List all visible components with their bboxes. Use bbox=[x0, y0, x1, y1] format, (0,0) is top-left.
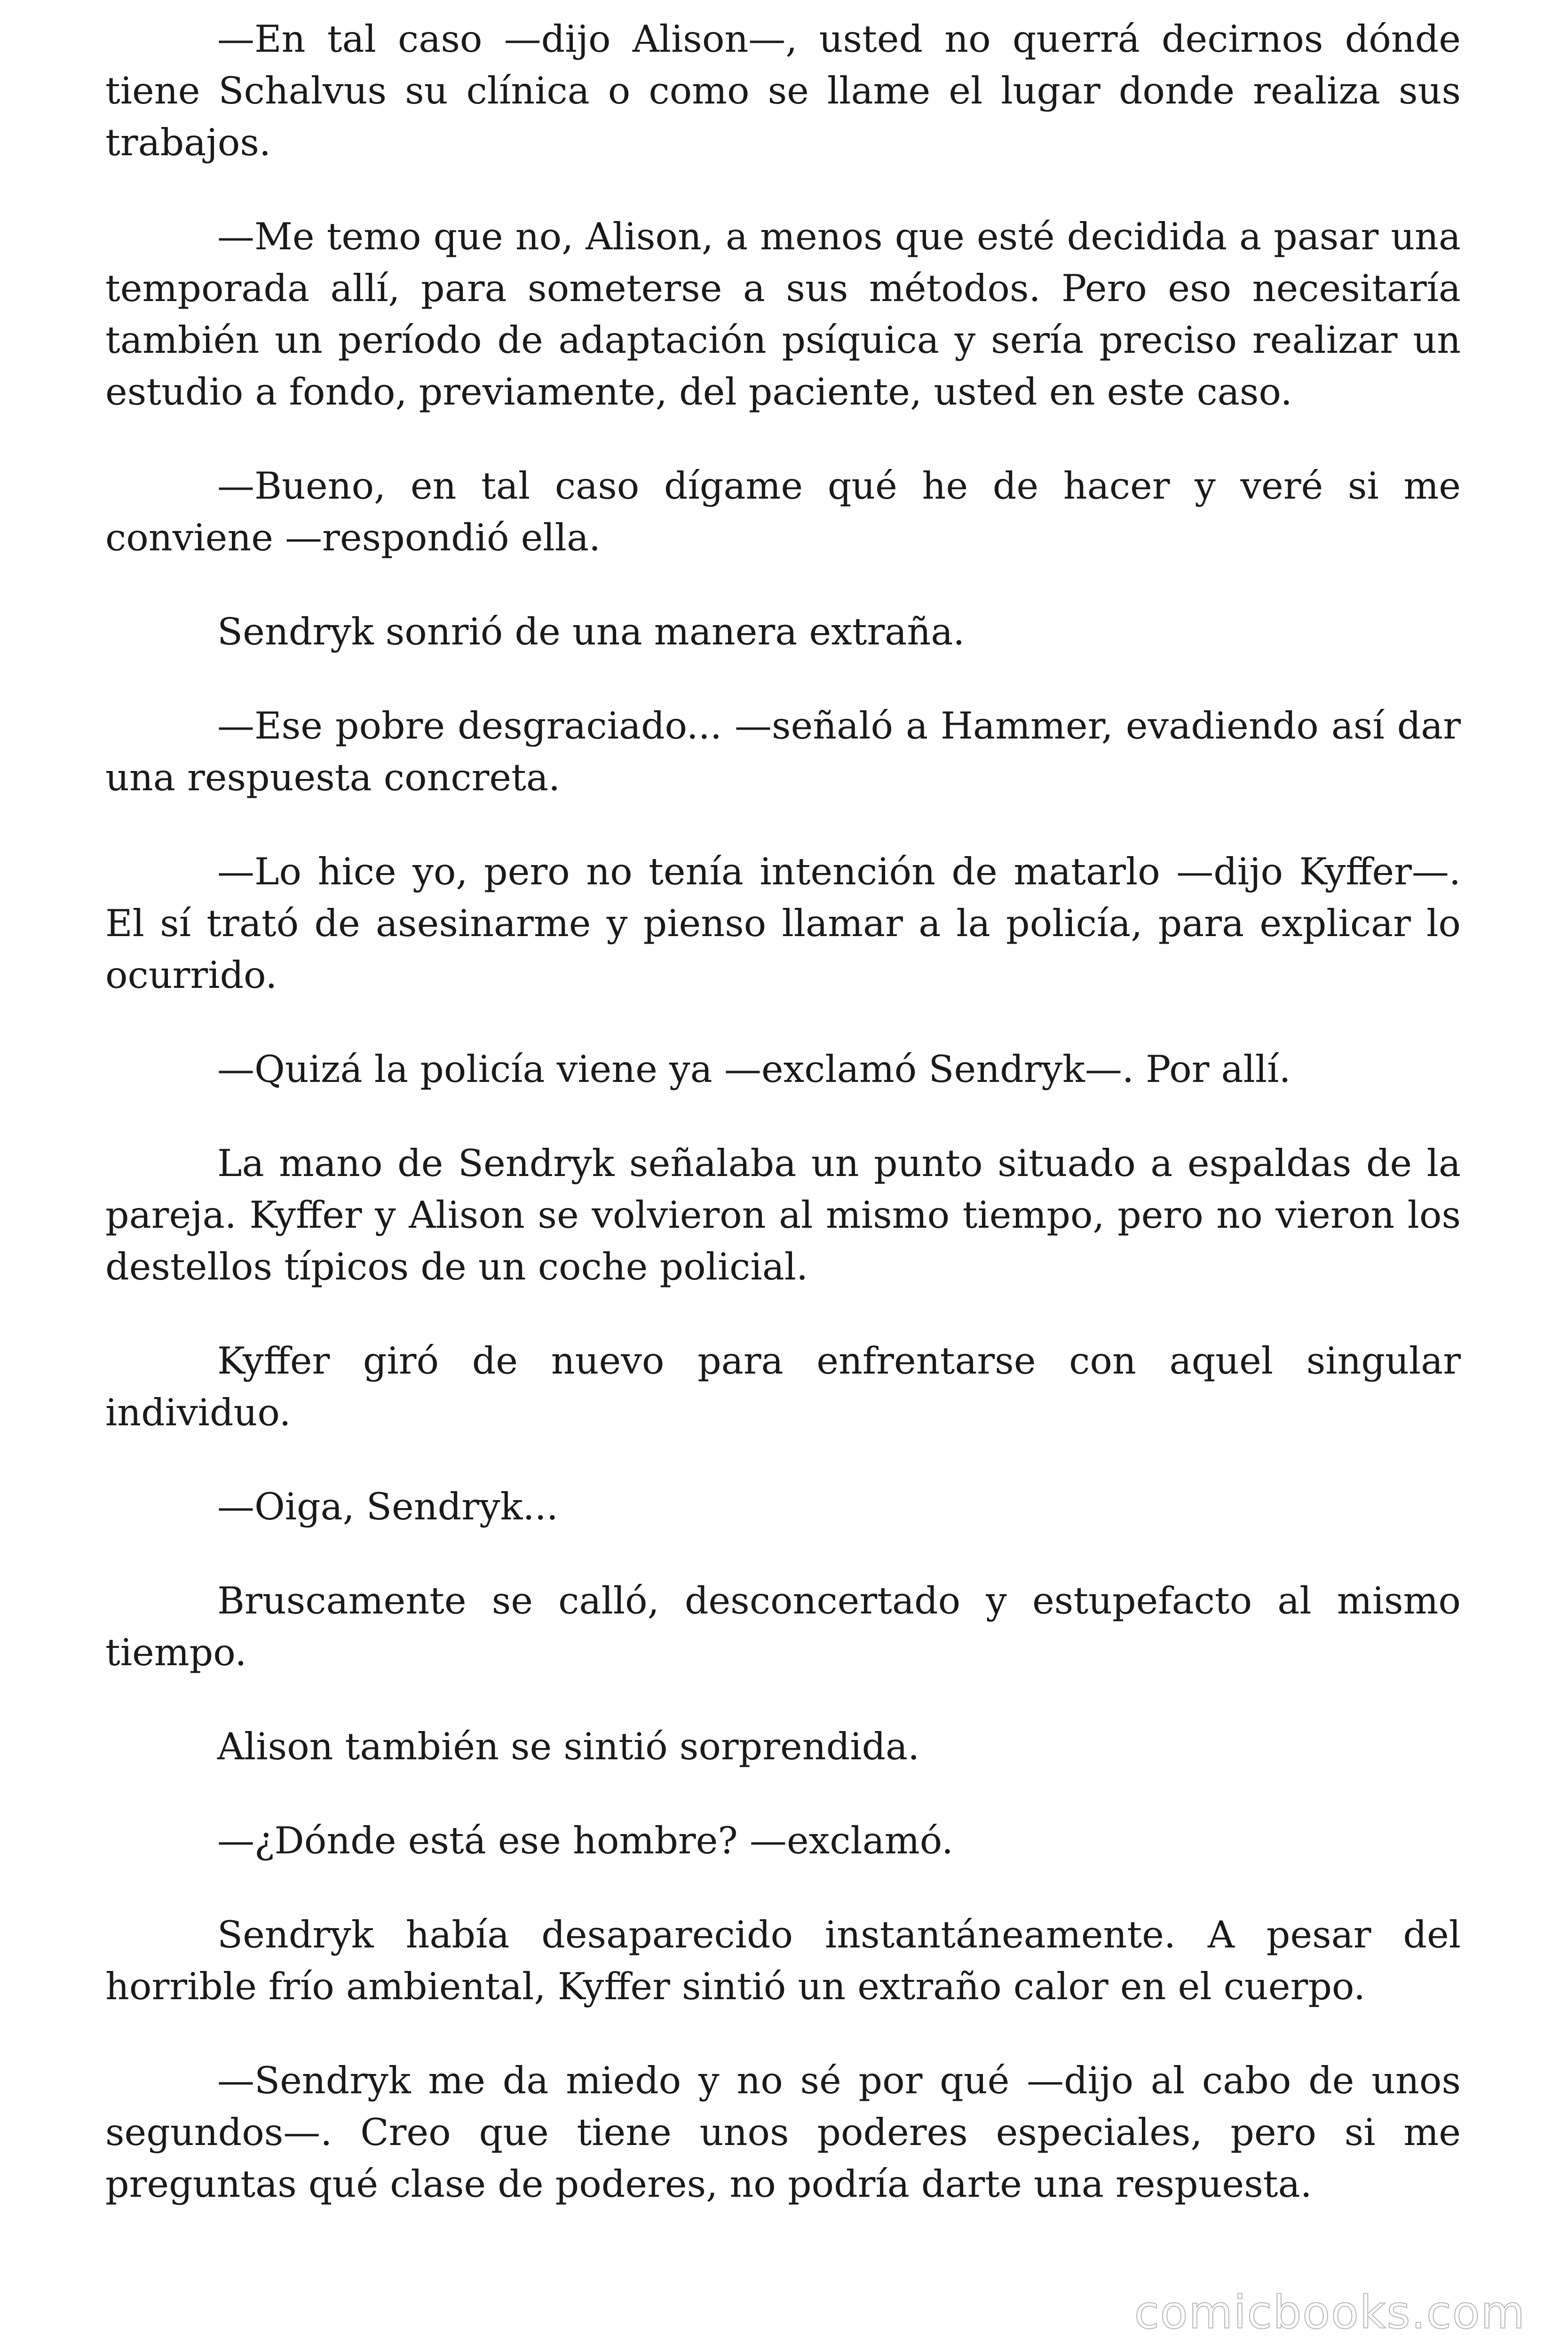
paragraph: —Me temo que no, Alison, a menos que esté decidida a pasar una temporada allí, para someterse a sus métodos. Pero eso necesitaría también un período de adaptación psíquica y sería preciso realizar un estudio a fondo, previamente, del paciente, usted en este caso. bbox=[105, 215, 1461, 413]
paragraph: Sendryk había desaparecido instantáneamente. A pesar del horrible frío ambiental, Kyffer sintió un extraño calor en el cuerpo. bbox=[105, 1913, 1461, 2008]
paragraph: Sendryk sonrió de una manera extraña. bbox=[217, 610, 965, 653]
paragraph: —¿Dónde está ese hombre? —exclamó. bbox=[217, 1819, 953, 1862]
paragraph: —Ese pobre desgraciado... —señaló a Hammer, evadiendo así dar una respuesta concreta. bbox=[105, 704, 1461, 799]
paragraph: —Lo hice yo, pero no tenía intención de matarlo —dijo Kyffer—. El sí trató de asesinarme y pienso llamar a la policía, para explicar lo ocurrido. bbox=[105, 850, 1461, 997]
watermark: comicbooks.com bbox=[1134, 2286, 1526, 2339]
paragraph: Alison también se sintió sorprendida. bbox=[217, 1725, 920, 1768]
paragraph: Kyffer giró de nuevo para enfrentarse con aquel singular individuo. bbox=[105, 1339, 1461, 1434]
paragraph: —Bueno, en tal caso dígame qué he de hacer y veré si me conviene —respondió ella. bbox=[105, 464, 1461, 559]
paragraph: —Oiga, Sendryk... bbox=[217, 1485, 558, 1528]
body-text bbox=[105, 13, 1461, 2252]
paragraph: Bruscamente se calló, desconcertado y estupefacto al mismo tiempo. bbox=[105, 1579, 1461, 1674]
paragraph: —En tal caso —dijo Alison—, usted no querrá decirnos dónde tiene Schalvus su clínica o como se llame el lugar donde realiza sus trabajos. bbox=[105, 17, 1461, 164]
paragraph: La mano de Sendryk señalaba un punto situado a espaldas de la pareja. Kyffer y Alison se volvieron al mismo tiempo, pero no vieron los destellos típicos de un coche policial. bbox=[105, 1142, 1461, 1288]
paragraph: —Sendryk me da miedo y no sé por qué —dijo al cabo de unos segundos—. Creo que tiene unos poderes especiales, pero si me preguntas qué clase de poderes, no podría darte una respuesta. bbox=[105, 2059, 1461, 2206]
paragraph: —Quizá la policía viene ya —exclamó Sendryk—. Por allí. bbox=[217, 1048, 1291, 1091]
